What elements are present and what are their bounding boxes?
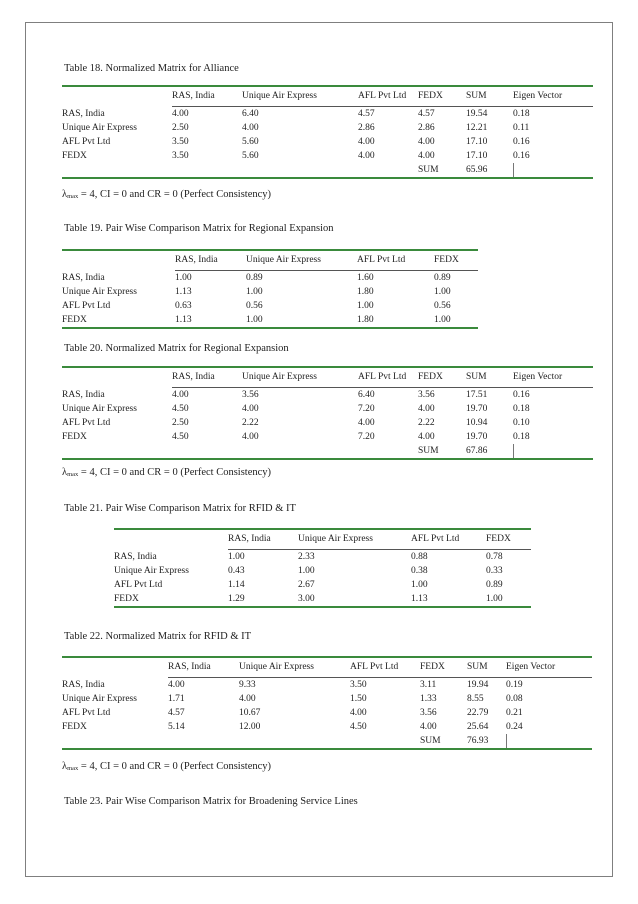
cell: 1.50	[350, 694, 367, 704]
cell: 3.11	[420, 680, 437, 690]
table-row	[62, 135, 593, 149]
consistency-text: = 4, CI = 0 and CR = 0 (Perfect Consistency)	[78, 189, 272, 200]
cell: 4.50	[172, 404, 189, 414]
cell: 1.13	[411, 592, 486, 607]
column-header: FEDX	[418, 86, 466, 107]
cell: 4.00	[242, 123, 259, 133]
table-row	[62, 678, 592, 693]
consistency-formula	[62, 189, 271, 200]
cell: 2.50	[172, 418, 189, 428]
column-header: FEDX	[486, 529, 531, 550]
cell: 0.18	[513, 404, 530, 414]
cell: 12.21	[466, 123, 488, 133]
cell: 7.20	[358, 404, 375, 414]
cell: 8.55	[467, 694, 484, 704]
sum-label: SUM	[418, 163, 466, 178]
row-label: RAS, India	[62, 679, 105, 690]
cell: 3.50	[172, 151, 189, 161]
column-header: Unique Air Express	[242, 86, 358, 107]
cell: 4.00	[172, 109, 189, 119]
cell: 1.13	[175, 313, 246, 328]
cell: 4.00	[172, 390, 189, 400]
cell: 1.80	[357, 287, 374, 297]
cell: 0.63	[175, 301, 192, 311]
lambda-subscript: max	[67, 193, 79, 200]
column-header: FEDX	[420, 657, 467, 678]
row-label: Unique Air Express	[62, 694, 137, 704]
cell: 2.50	[172, 123, 189, 133]
cell: 1.00	[175, 273, 192, 283]
row-label: AFL Pvt Ltd	[114, 580, 163, 590]
table-21	[114, 528, 531, 608]
row-label: Unique Air Express	[62, 404, 137, 414]
cell: 22.79	[467, 708, 489, 718]
column-header: Eigen Vector	[513, 86, 593, 107]
cell: 2.86	[418, 123, 435, 133]
cell: 4.57	[168, 708, 185, 718]
table-row	[62, 692, 592, 706]
cell: 4.00	[239, 694, 256, 704]
cell: 0.16	[513, 151, 530, 161]
table-row	[62, 271, 478, 286]
cell: 5.60	[242, 137, 259, 147]
cell: 0.56	[246, 301, 263, 311]
column-header: RAS, India	[168, 657, 239, 678]
cell: 4.00	[420, 722, 437, 732]
row-label: RAS, India	[62, 272, 105, 283]
cell: 3.00	[298, 592, 411, 607]
cell: 3.50	[350, 680, 367, 690]
cell: 2.22	[418, 418, 435, 428]
row-label: RAS, India	[62, 108, 105, 119]
consistency-text: = 4, CI = 0 and CR = 0 (Perfect Consistency)	[78, 761, 272, 772]
cell: 3.56	[420, 708, 437, 718]
cell: 0.08	[506, 694, 523, 704]
cell: 4.00	[168, 680, 185, 690]
cell: 0.38	[411, 566, 428, 576]
cell: 1.00	[434, 287, 451, 297]
column-header: AFL Pvt Ltd	[350, 657, 420, 678]
cell: 1.00	[434, 313, 478, 328]
cell: 0.16	[513, 137, 530, 147]
cell: 1.00	[228, 552, 245, 562]
consistency-formula	[62, 761, 271, 772]
table-row	[62, 149, 593, 163]
cell: 5.60	[242, 151, 259, 161]
sum-value: 67.86	[466, 444, 513, 459]
cell: 1.00	[357, 301, 374, 311]
lambda-symbol: λ	[62, 761, 68, 772]
cell: 0.18	[513, 432, 530, 442]
column-header: Eigen Vector	[513, 367, 593, 388]
lambda-symbol: λ	[62, 189, 68, 200]
table-row	[62, 416, 593, 430]
table-row	[62, 313, 478, 328]
sum-value: 65.96	[466, 163, 513, 178]
row-label: FEDX	[62, 432, 87, 442]
column-header: AFL Pvt Ltd	[358, 367, 418, 388]
cell: 0.10	[513, 418, 530, 428]
document-page	[25, 22, 613, 877]
table-row	[62, 285, 478, 299]
cell: 19.70	[466, 432, 488, 442]
row-label: FEDX	[114, 592, 228, 607]
cell: 1.00	[298, 566, 315, 576]
cell: 9.33	[239, 680, 256, 690]
cell: 4.57	[358, 109, 375, 119]
table-18-caption: Table 18. Normalized Matrix for Alliance	[64, 63, 239, 74]
cell: 3.56	[418, 390, 435, 400]
cell: 1.00	[246, 313, 357, 328]
column-header: SUM	[467, 657, 506, 678]
cell: 0.21	[506, 708, 523, 718]
column-header: Unique Air Express	[298, 529, 411, 550]
cell: 17.10	[466, 137, 488, 147]
column-header: RAS, India	[172, 86, 242, 107]
cell: 4.00	[358, 151, 375, 161]
cell: 4.00	[350, 708, 367, 718]
row-label: FEDX	[62, 313, 175, 328]
column-header: Unique Air Express	[246, 250, 357, 271]
cell: 0.78	[486, 552, 503, 562]
table-20	[62, 366, 593, 460]
row-label: Unique Air Express	[114, 566, 189, 576]
cell: 3.56	[242, 390, 259, 400]
table-row	[62, 299, 478, 313]
cell: 5.14	[168, 722, 185, 732]
table-row	[62, 402, 593, 416]
column-header: AFL Pvt Ltd	[357, 250, 434, 271]
cell: 10.94	[466, 418, 488, 428]
cell: 0.89	[434, 273, 451, 283]
lambda-subscript: max	[67, 471, 79, 478]
cell: 4.50	[172, 432, 189, 442]
table-row	[62, 720, 592, 734]
table-19	[62, 249, 478, 329]
cell: 2.33	[298, 552, 315, 562]
lambda-symbol: λ	[62, 467, 68, 478]
cell: 4.00	[418, 432, 435, 442]
cell: 1.00	[411, 580, 428, 590]
cell: 4.00	[418, 151, 435, 161]
table-22-caption: Table 22. Normalized Matrix for RFID & IT	[64, 631, 252, 642]
row-label: RAS, India	[114, 551, 157, 562]
column-header: RAS, India	[172, 367, 242, 388]
table-23-caption: Table 23. Pair Wise Comparison Matrix for Broadening Service Lines	[64, 796, 358, 807]
row-label: FEDX	[62, 151, 87, 161]
column-header: FEDX	[418, 367, 466, 388]
sum-row	[62, 163, 593, 178]
cell: 12.00	[239, 722, 261, 732]
table-row	[114, 578, 531, 592]
column-header: Unique Air Express	[239, 657, 350, 678]
table-21-caption: Table 21. Pair Wise Comparison Matrix for RFID & IT	[64, 503, 296, 514]
cell: 19.70	[466, 404, 488, 414]
cell: 1.60	[357, 273, 374, 283]
column-header: RAS, India	[228, 529, 298, 550]
column-header: RAS, India	[175, 250, 246, 271]
sum-row	[62, 444, 593, 459]
column-header: Eigen Vector	[506, 657, 592, 678]
cell: 1.80	[357, 313, 434, 328]
row-label: Unique Air Express	[62, 123, 137, 133]
table-row	[62, 121, 593, 135]
table-row	[114, 550, 531, 565]
cell: 1.00	[486, 592, 531, 607]
cell: 19.94	[467, 680, 489, 690]
cell: 4.00	[418, 404, 435, 414]
consistency-text: = 4, CI = 0 and CR = 0 (Perfect Consistency)	[78, 467, 272, 478]
cell: 4.50	[350, 722, 367, 732]
row-label: FEDX	[62, 722, 87, 732]
cell: 0.88	[411, 552, 428, 562]
cell: 0.24	[506, 722, 523, 732]
cell: 25.64	[467, 722, 489, 732]
sum-value: 76.93	[467, 734, 506, 749]
cell: 0.56	[434, 301, 451, 311]
table-22	[62, 656, 592, 750]
consistency-formula	[62, 467, 271, 478]
row-label: Unique Air Express	[62, 287, 137, 297]
row-label: AFL Pvt Ltd	[62, 301, 111, 311]
cell: 1.71	[168, 694, 185, 704]
cell: 17.10	[466, 151, 488, 161]
lambda-subscript: max	[67, 765, 79, 772]
table-row	[62, 430, 593, 444]
cell: 4.00	[358, 137, 375, 147]
table-row	[114, 564, 531, 578]
table-row	[62, 107, 593, 122]
table-row	[62, 706, 592, 720]
cell: 17.51	[466, 390, 488, 400]
cell: 0.18	[513, 109, 530, 119]
column-header: Unique Air Express	[242, 367, 358, 388]
cell: 0.89	[246, 273, 263, 283]
cell: 7.20	[358, 432, 375, 442]
cell: 4.00	[358, 418, 375, 428]
table-19-caption: Table 19. Pair Wise Comparison Matrix for Regional Expansion	[64, 223, 334, 234]
cell: 4.00	[242, 404, 259, 414]
cell: 4.57	[418, 109, 435, 119]
cell: 1.00	[246, 287, 263, 297]
cell: 4.00	[418, 137, 435, 147]
column-header: SUM	[466, 86, 513, 107]
cell: 0.89	[486, 580, 503, 590]
column-header: FEDX	[434, 250, 478, 271]
table-18	[62, 85, 593, 179]
sum-label: SUM	[420, 734, 467, 749]
column-header: AFL Pvt Ltd	[411, 529, 486, 550]
column-header: AFL Pvt Ltd	[358, 86, 418, 107]
cell: 2.22	[242, 418, 259, 428]
table-row	[114, 592, 531, 607]
cell: 0.33	[486, 566, 503, 576]
cell: 0.43	[228, 566, 245, 576]
cell: 1.33	[420, 694, 437, 704]
cell: 6.40	[358, 390, 375, 400]
cell: 0.16	[513, 390, 530, 400]
table-row	[62, 388, 593, 403]
cell: 1.29	[228, 592, 298, 607]
row-label: AFL Pvt Ltd	[62, 137, 111, 147]
row-label: RAS, India	[62, 389, 105, 400]
row-label: AFL Pvt Ltd	[62, 418, 111, 428]
sum-row	[62, 734, 592, 749]
cell: 6.40	[242, 109, 259, 119]
cell: 3.50	[172, 137, 189, 147]
table-20-caption: Table 20. Normalized Matrix for Regional Expansion	[64, 343, 289, 354]
cell: 2.86	[358, 123, 375, 133]
cell: 19.54	[466, 109, 488, 119]
row-label: AFL Pvt Ltd	[62, 708, 111, 718]
cell: 1.14	[228, 580, 245, 590]
cell: 0.19	[506, 680, 523, 690]
cell: 1.13	[175, 287, 192, 297]
cell: 2.67	[298, 580, 315, 590]
column-header: SUM	[466, 367, 513, 388]
cell: 0.11	[513, 123, 530, 133]
cell: 10.67	[239, 708, 261, 718]
cell: 4.00	[242, 432, 259, 442]
sum-label: SUM	[418, 444, 466, 459]
